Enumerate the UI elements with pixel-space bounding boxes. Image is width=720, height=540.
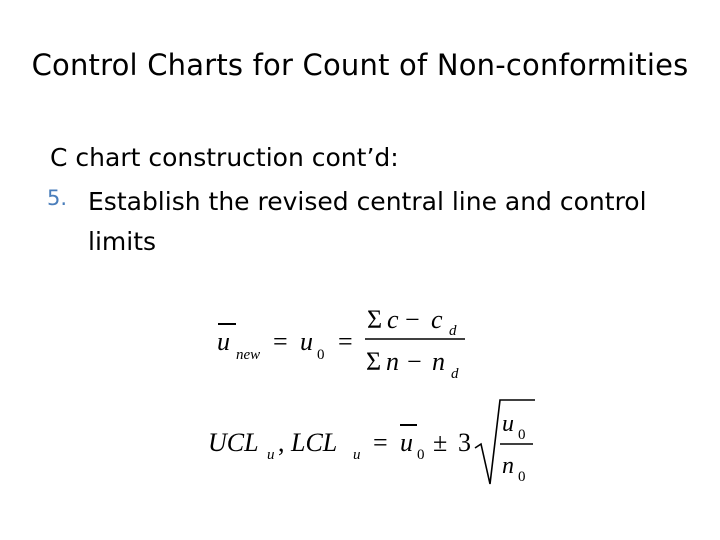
formula-subscript: 0 — [317, 347, 325, 363]
formula-minus: − — [407, 347, 422, 376]
formula-var: c — [387, 305, 399, 334]
formula-control-limits — [208, 400, 535, 485]
formula-var: n — [386, 347, 399, 376]
formula-var: u — [300, 327, 313, 356]
formula-subscript: d — [449, 323, 457, 339]
slide-title: Control Charts for Count of Non-conformities — [31, 48, 689, 82]
formula-equals: = — [373, 428, 388, 457]
list-item-text: Establish the revised central line and control limits — [88, 187, 647, 256]
formula-var: n — [432, 347, 445, 376]
formula-sigma: Σ — [366, 347, 382, 376]
formula-plus-minus: ± — [433, 428, 448, 457]
formula-three: 3 — [458, 428, 471, 457]
list-item-number: 5. — [47, 186, 68, 210]
formula-equals: = — [273, 327, 288, 356]
formula-subscript: 0 — [518, 427, 526, 443]
formula-subscript: u — [267, 447, 275, 463]
formula-revised-central-line — [217, 305, 465, 382]
formula-var: UCL — [208, 428, 259, 457]
formula-sigma: Σ — [367, 305, 383, 334]
formula-subscript: d — [451, 366, 459, 382]
formula-var: n — [502, 453, 514, 479]
formula-var: u — [400, 428, 413, 457]
formula-var: u — [217, 327, 230, 356]
formula-subscript: new — [236, 347, 261, 363]
formula-var: c — [431, 305, 443, 334]
formula-comma: , — [278, 428, 285, 457]
formula-subscript: 0 — [417, 447, 425, 463]
formula-minus: − — [405, 305, 420, 334]
slide-subtitle: C chart construction cont’d: — [50, 143, 399, 172]
formula-equals: = — [338, 327, 353, 356]
formula-subscript: 0 — [518, 469, 526, 485]
formula-var: LCL — [291, 428, 338, 457]
formula-var: u — [502, 411, 514, 437]
formula-subscript: u — [353, 447, 361, 463]
